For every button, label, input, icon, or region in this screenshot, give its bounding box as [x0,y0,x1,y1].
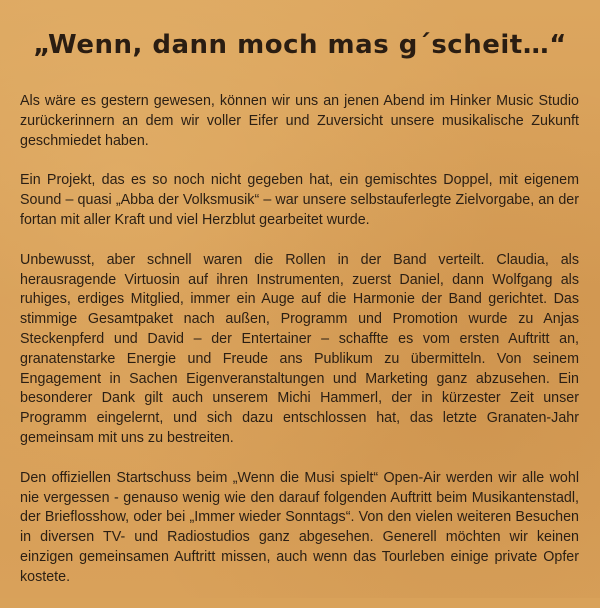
paragraph-roles: Unbewusst, aber schnell waren die Rollen in der Band verteilt. Claudia, als herausragende Virtuosin auf ihren Instrumenten, zuerst Daniel, dann Wolfgang als ruhiges, erdiges Mitglied, immer ein Auge auf die Harmonie der Band gerichtet. Das stimmige Gesamtpaket nach außen, Programm und Promotion wurde zu Anjas Steckenpferd und David – der Entertainer – schaffte es vom ersten Auftritt an, granatenstarke Energie und Freude ans Publikum zu übermitteln. Von seinem Engagement in Sachen Eigenveranstaltungen und Marketing ganz abzusehen. Ein besonderer Dank gilt auch unserem Michi Hammerl, der in kürzester Zeit unser Programm eingelernt, und sich dazu entschlossen hat, das letzte Granaten-Jahr gemeinsam mit uns zu bestreiten. [20,251,579,446]
paragraph-start: Den offiziellen Startschuss beim „Wenn die Musi spielt“ Open-Air werden wir alle wohl nie vergessen - genauso wenig wie den darauf folgenden Auftritt beim Musikantenstadl, der Brieflosshow, oder bei „Immer wieder Sonntags“. Von den vielen weiteren Besuchen in diversen TV- und Radiostudios ganz abgesehen. Generell möchten wir keinen einzigen gemeinsamen Auftritt missen, auch wenn das Tourleben einige private Opfer kostete. [20,469,579,585]
paragraph-project: Ein Projekt, das es so noch nicht gegeben hat, ein gemischtes Doppel, mit eigenem Sound – quasi „Abba der Volksmusik“ – war unsere selbstauferlegte Zielvorgabe, an der fortan mit aller Kraft und viel Herzblut gearbeitet wurde. [20,172,579,228]
page-title: „Wenn, dann moch mas g´scheit…“ [33,30,567,60]
body-text [20,92,579,608]
paragraph-intro: Als wäre es gestern gewesen, können wir uns an jenen Abend im Hinker Music Studio zurückerinnern an dem wir voller Eifer und Zuversicht unsere musikalische Zukunft geschmiedet haben. [20,93,579,149]
